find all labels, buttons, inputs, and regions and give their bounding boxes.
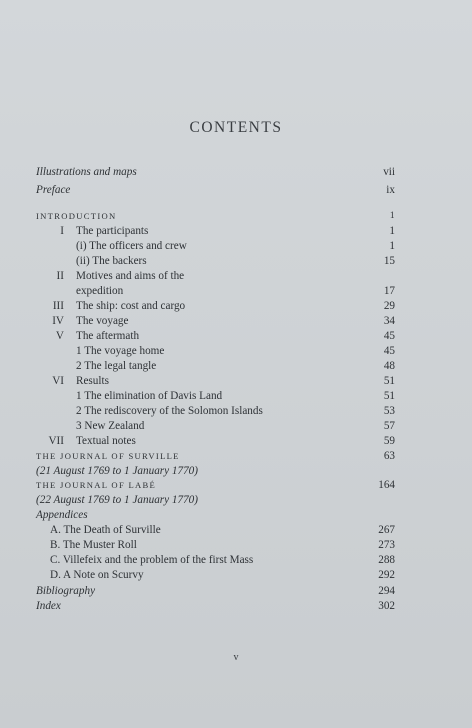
toc-page-number: 15 (383, 255, 395, 267)
toc-page-number: 45 (383, 330, 395, 342)
chapter-numeral: VII (48, 435, 64, 447)
toc-page-number: ix (386, 184, 395, 196)
chapter-numeral: VI (52, 375, 64, 387)
toc-entry-title: THE JOURNAL OF LABÉ (36, 480, 157, 490)
toc-entry-title: 1 The voyage home (76, 345, 165, 357)
toc-entry (0, 568, 472, 583)
toc-entry (0, 299, 472, 314)
toc-entry (0, 183, 472, 198)
toc-entry-title: 2 The legal tangle (76, 360, 157, 372)
toc-page-number: 48 (383, 360, 395, 372)
toc-entry-title: (22 August 1769 to 1 January 1770) (36, 494, 199, 506)
chapter-numeral: V (55, 330, 64, 342)
toc-entry (0, 419, 472, 434)
toc-entry-title: Bibliography (36, 585, 96, 597)
toc-entry-title: 1 The elimination of Davis Land (76, 390, 223, 402)
toc-entry (0, 389, 472, 404)
toc-entry (0, 374, 472, 389)
toc-page-number: 302 (378, 600, 395, 612)
toc-entry-title: INTRODUCTION (36, 211, 117, 221)
page-title: CONTENTS (189, 119, 283, 136)
toc-entry (0, 449, 472, 464)
toc-entry-title: C. Villefeix and the problem of the first Mass (50, 554, 254, 566)
toc-entry (0, 314, 472, 329)
toc-entry (0, 254, 472, 269)
toc-entry (0, 553, 472, 568)
chapter-numeral: I (60, 225, 64, 237)
toc-entry (0, 209, 472, 224)
toc-entry (0, 508, 472, 523)
toc-page-number: 51 (383, 390, 395, 402)
chapter-numeral: IV (52, 315, 64, 327)
toc-page-number: 1 (389, 211, 395, 221)
toc-entry-title: (21 August 1769 to 1 January 1770) (36, 465, 199, 477)
toc-entry (0, 523, 472, 538)
toc-entry (0, 359, 472, 374)
toc-entry-title: Textual notes (76, 435, 136, 447)
toc-entry-title: (i) The officers and crew (76, 240, 187, 252)
toc-entry (0, 599, 472, 614)
toc-entry (0, 464, 472, 479)
toc-page-number: 53 (383, 405, 395, 417)
toc-page-number: 1 (389, 225, 395, 237)
toc-page-number: vii (383, 166, 395, 178)
toc-page-number: 29 (383, 300, 395, 312)
toc-page-number: 59 (383, 435, 395, 447)
toc-entry-title: The ship: cost and cargo (76, 300, 186, 312)
toc-page-number: 17 (383, 285, 395, 297)
toc-page-number: 57 (383, 420, 395, 432)
toc-entry-title: 2 The rediscovery of the Solomon Islands (76, 405, 263, 417)
toc-page-number: 164 (378, 479, 395, 491)
toc-entry-title: D. A Note on Scurvy (50, 569, 144, 581)
toc-entry (0, 434, 472, 449)
toc-entry (0, 404, 472, 419)
toc-entry-title: Appendices (36, 509, 88, 521)
toc-page-number: 294 (378, 585, 395, 597)
toc-page-number: 45 (383, 345, 395, 357)
toc-entry (0, 493, 472, 508)
toc-page-number: 1 (389, 240, 395, 252)
page-number: v (233, 652, 239, 663)
toc-entry (0, 284, 472, 299)
toc-entry-title: Index (36, 600, 61, 612)
toc-entry-title: The participants (76, 225, 149, 237)
toc-entry (0, 538, 472, 553)
toc-entry-title: Preface (36, 184, 71, 196)
toc-entry (0, 478, 472, 493)
toc-entry-title: B. The Muster Roll (50, 539, 137, 551)
toc-entry-title: The voyage (76, 315, 129, 327)
toc-entry (0, 165, 472, 180)
toc-entry-title: THE JOURNAL OF SURVILLE (36, 451, 180, 461)
toc-page-number: 292 (378, 569, 395, 581)
toc-entry-title: Results (76, 375, 109, 387)
toc-entry-title: The aftermath (76, 330, 140, 342)
toc-entry-title: (ii) The backers (76, 255, 147, 267)
toc-entry (0, 224, 472, 239)
toc-entry-title: Illustrations and maps (36, 166, 137, 178)
toc-page-number: 51 (383, 375, 395, 387)
toc-entry-title: Motives and aims of the (76, 270, 185, 282)
chapter-numeral: II (56, 270, 64, 282)
toc-entry (0, 269, 472, 284)
toc-entry (0, 344, 472, 359)
toc-entry-title: A. The Death of Surville (50, 524, 161, 536)
toc-page-number: 267 (378, 524, 395, 536)
toc-entry (0, 239, 472, 254)
toc-entry (0, 329, 472, 344)
chapter-numeral: III (52, 300, 64, 312)
toc-page-number: 34 (383, 315, 395, 327)
toc-entry (0, 584, 472, 599)
toc-page-number: 288 (378, 554, 395, 566)
toc-entry-title: expedition (76, 285, 124, 297)
toc-entry-title: 3 New Zealand (76, 420, 145, 432)
toc-page-number: 63 (383, 450, 395, 462)
toc-page-number: 273 (378, 539, 395, 551)
